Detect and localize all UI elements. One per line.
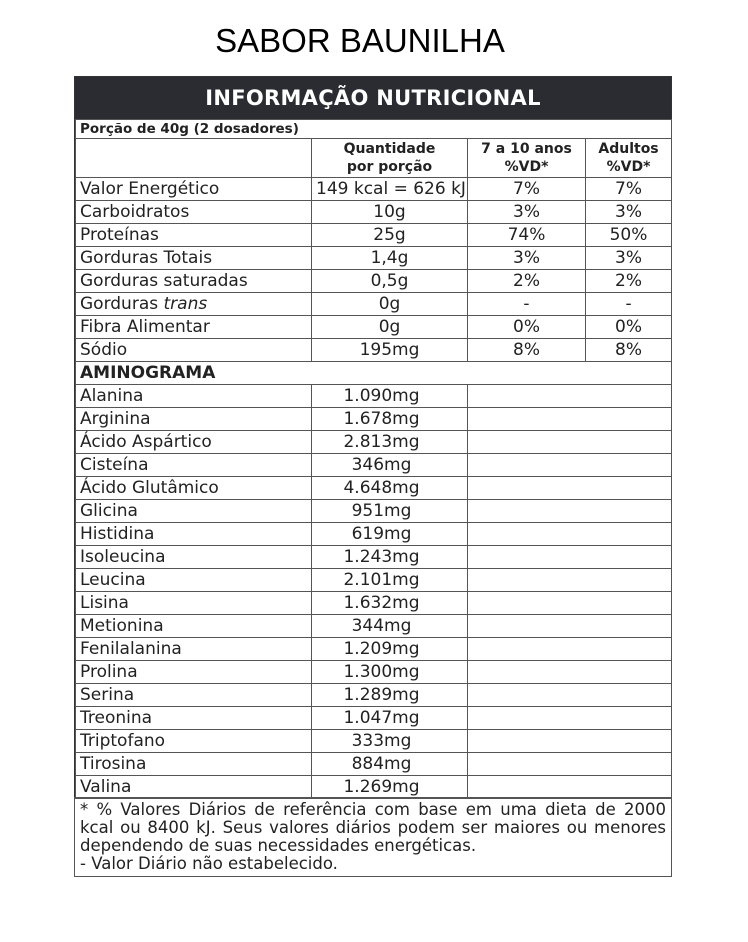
nutrient-name (76, 293, 312, 316)
amino-name: Alanina (76, 385, 312, 408)
amino-name: Leucina (76, 569, 312, 592)
footnote-main: * % Valores Diários de referência com base em uma dieta de 2000 kcal ou 8400 kJ. Seus valores diários podem ser maiores ou menores dependendo de suas necessidades energéticas. (80, 800, 666, 855)
nutrient-name-text: Proteínas (80, 225, 159, 245)
nutrient-adults-vd: 0% (586, 316, 672, 339)
amino-row (76, 638, 672, 661)
nutrient-quantity: 149 kcal = 626 kJ (312, 178, 468, 201)
amino-row (76, 500, 672, 523)
portion-row (76, 120, 672, 139)
nutrient-adults-vd: 2% (586, 270, 672, 293)
nutrition-panel (74, 76, 672, 799)
amino-empty-cell (468, 615, 672, 638)
nutrient-row (76, 201, 672, 224)
amino-empty-cell (468, 454, 672, 477)
amino-quantity: 1.300mg (312, 661, 468, 684)
nutrient-name (76, 178, 312, 201)
nutrient-row (76, 224, 672, 247)
amino-row (76, 431, 672, 454)
amino-row (76, 454, 672, 477)
amino-empty-cell (468, 477, 672, 500)
amino-empty-cell (468, 431, 672, 454)
amino-name: Ácido Glutâmico (76, 477, 312, 500)
nutrient-kids-vd: 8% (468, 339, 586, 362)
nutrient-name (76, 339, 312, 362)
nutrient-row (76, 247, 672, 270)
nutrient-name (76, 316, 312, 339)
aminogram-title: AMINOGRAMA (76, 362, 672, 385)
amino-empty-cell (468, 684, 672, 707)
qty-header-line2: por porção (346, 159, 433, 175)
nutrient-quantity: 0g (312, 293, 468, 316)
amino-quantity: 619mg (312, 523, 468, 546)
nutrient-name (76, 224, 312, 247)
nutrient-name-emphasis: trans (163, 294, 208, 314)
footnote (74, 797, 672, 877)
nutrient-name-text: Fibra Alimentar (80, 317, 210, 337)
amino-name: Prolina (76, 661, 312, 684)
nutrient-quantity: 195mg (312, 339, 468, 362)
amino-name: Tirosina (76, 753, 312, 776)
amino-row (76, 523, 672, 546)
nutrient-row (76, 293, 672, 316)
adults-header-line2: %VD* (606, 159, 651, 175)
amino-quantity: 884mg (312, 753, 468, 776)
amino-empty-cell (468, 408, 672, 431)
amino-empty-cell (468, 385, 672, 408)
amino-quantity: 2.101mg (312, 569, 468, 592)
amino-empty-cell (468, 776, 672, 799)
amino-quantity: 1.090mg (312, 385, 468, 408)
amino-name: Serina (76, 684, 312, 707)
amino-empty-cell (468, 569, 672, 592)
kids-header-line2: %VD* (504, 159, 549, 175)
amino-quantity: 1.243mg (312, 546, 468, 569)
nutrient-adults-vd: 8% (586, 339, 672, 362)
amino-row (76, 569, 672, 592)
nutrient-kids-vd: 3% (468, 247, 586, 270)
nutrient-adults-vd: 7% (586, 178, 672, 201)
amino-quantity: 1.289mg (312, 684, 468, 707)
nutrient-kids-vd: 0% (468, 316, 586, 339)
quantity-column-header (312, 139, 468, 178)
adults-column-header (586, 139, 672, 178)
qty-header-line1: Quantidade (343, 141, 436, 157)
amino-row (76, 615, 672, 638)
adults-header-line1: Adultos (598, 141, 659, 157)
nutrient-name-text: Carboidratos (80, 202, 190, 222)
amino-quantity: 1.209mg (312, 638, 468, 661)
amino-quantity: 951mg (312, 500, 468, 523)
nutrient-adults-vd: 3% (586, 247, 672, 270)
amino-row (76, 730, 672, 753)
amino-row (76, 661, 672, 684)
amino-name: Metionina (76, 615, 312, 638)
amino-row (76, 477, 672, 500)
amino-quantity: 2.813mg (312, 431, 468, 454)
amino-row (76, 546, 672, 569)
amino-empty-cell (468, 730, 672, 753)
amino-quantity: 333mg (312, 730, 468, 753)
amino-name: Glicina (76, 500, 312, 523)
nutrient-adults-vd: 50% (586, 224, 672, 247)
nutrient-row (76, 339, 672, 362)
amino-empty-cell (468, 753, 672, 776)
nutrient-kids-vd: - (468, 293, 586, 316)
nutrient-quantity: 1,4g (312, 247, 468, 270)
amino-quantity: 1.632mg (312, 592, 468, 615)
amino-name: Triptofano (76, 730, 312, 753)
amino-name: Treonina (76, 707, 312, 730)
amino-row (76, 684, 672, 707)
nutrient-row (76, 316, 672, 339)
amino-name: Valina (76, 776, 312, 799)
amino-row (76, 408, 672, 431)
nutrient-name-text: Valor Energético (80, 179, 220, 199)
amino-row (76, 776, 672, 799)
footnote-second: - Valor Diário não estabelecido. (80, 854, 338, 873)
amino-empty-cell (468, 546, 672, 569)
kids-column-header (468, 139, 586, 178)
nutrient-kids-vd: 2% (468, 270, 586, 293)
nutrient-kids-vd: 74% (468, 224, 586, 247)
nutrition-table (75, 119, 672, 799)
nutrient-adults-vd: 3% (586, 201, 672, 224)
amino-name: Arginina (76, 408, 312, 431)
amino-name: Lisina (76, 592, 312, 615)
amino-row (76, 707, 672, 730)
portion-label: Porção de 40g (2 dosadores) (76, 120, 672, 139)
amino-name: Isoleucina (76, 546, 312, 569)
aminogram-title-row (76, 362, 672, 385)
amino-quantity: 1.269mg (312, 776, 468, 799)
nutrient-row (76, 178, 672, 201)
amino-name: Cisteína (76, 454, 312, 477)
amino-empty-cell (468, 500, 672, 523)
amino-quantity: 1.047mg (312, 707, 468, 730)
amino-name: Fenilalanina (76, 638, 312, 661)
nutrition-header: INFORMAÇÃO NUTRICIONAL (75, 77, 671, 119)
amino-empty-cell (468, 523, 672, 546)
amino-quantity: 346mg (312, 454, 468, 477)
nutrient-name (76, 201, 312, 224)
page-title: SABOR BAUNILHA (215, 22, 505, 59)
nutrient-column-header (76, 139, 312, 178)
amino-empty-cell (468, 638, 672, 661)
nutrient-row (76, 270, 672, 293)
amino-quantity: 1.678mg (312, 408, 468, 431)
amino-empty-cell (468, 707, 672, 730)
nutrient-quantity: 0,5g (312, 270, 468, 293)
nutrient-quantity: 0g (312, 316, 468, 339)
nutrient-quantity: 10g (312, 201, 468, 224)
nutrient-name (76, 270, 312, 293)
amino-empty-cell (468, 661, 672, 684)
nutrient-name-text: Gorduras saturadas (80, 271, 248, 291)
amino-row (76, 592, 672, 615)
amino-empty-cell (468, 592, 672, 615)
nutrient-kids-vd: 3% (468, 201, 586, 224)
nutrient-name-text: Sódio (80, 340, 128, 360)
nutrient-kids-vd: 7% (468, 178, 586, 201)
amino-quantity: 4.648mg (312, 477, 468, 500)
amino-name: Ácido Aspártico (76, 431, 312, 454)
amino-quantity: 344mg (312, 615, 468, 638)
nutrient-name-text: Gorduras (80, 294, 164, 314)
amino-name: Histidina (76, 523, 312, 546)
nutrient-name (76, 247, 312, 270)
nutrient-quantity: 25g (312, 224, 468, 247)
amino-row (76, 385, 672, 408)
amino-row (76, 753, 672, 776)
nutrient-name-text: Gorduras Totais (80, 248, 213, 268)
nutrient-adults-vd: - (586, 293, 672, 316)
column-header-row (76, 139, 672, 178)
kids-header-line1: 7 a 10 anos (481, 141, 572, 157)
